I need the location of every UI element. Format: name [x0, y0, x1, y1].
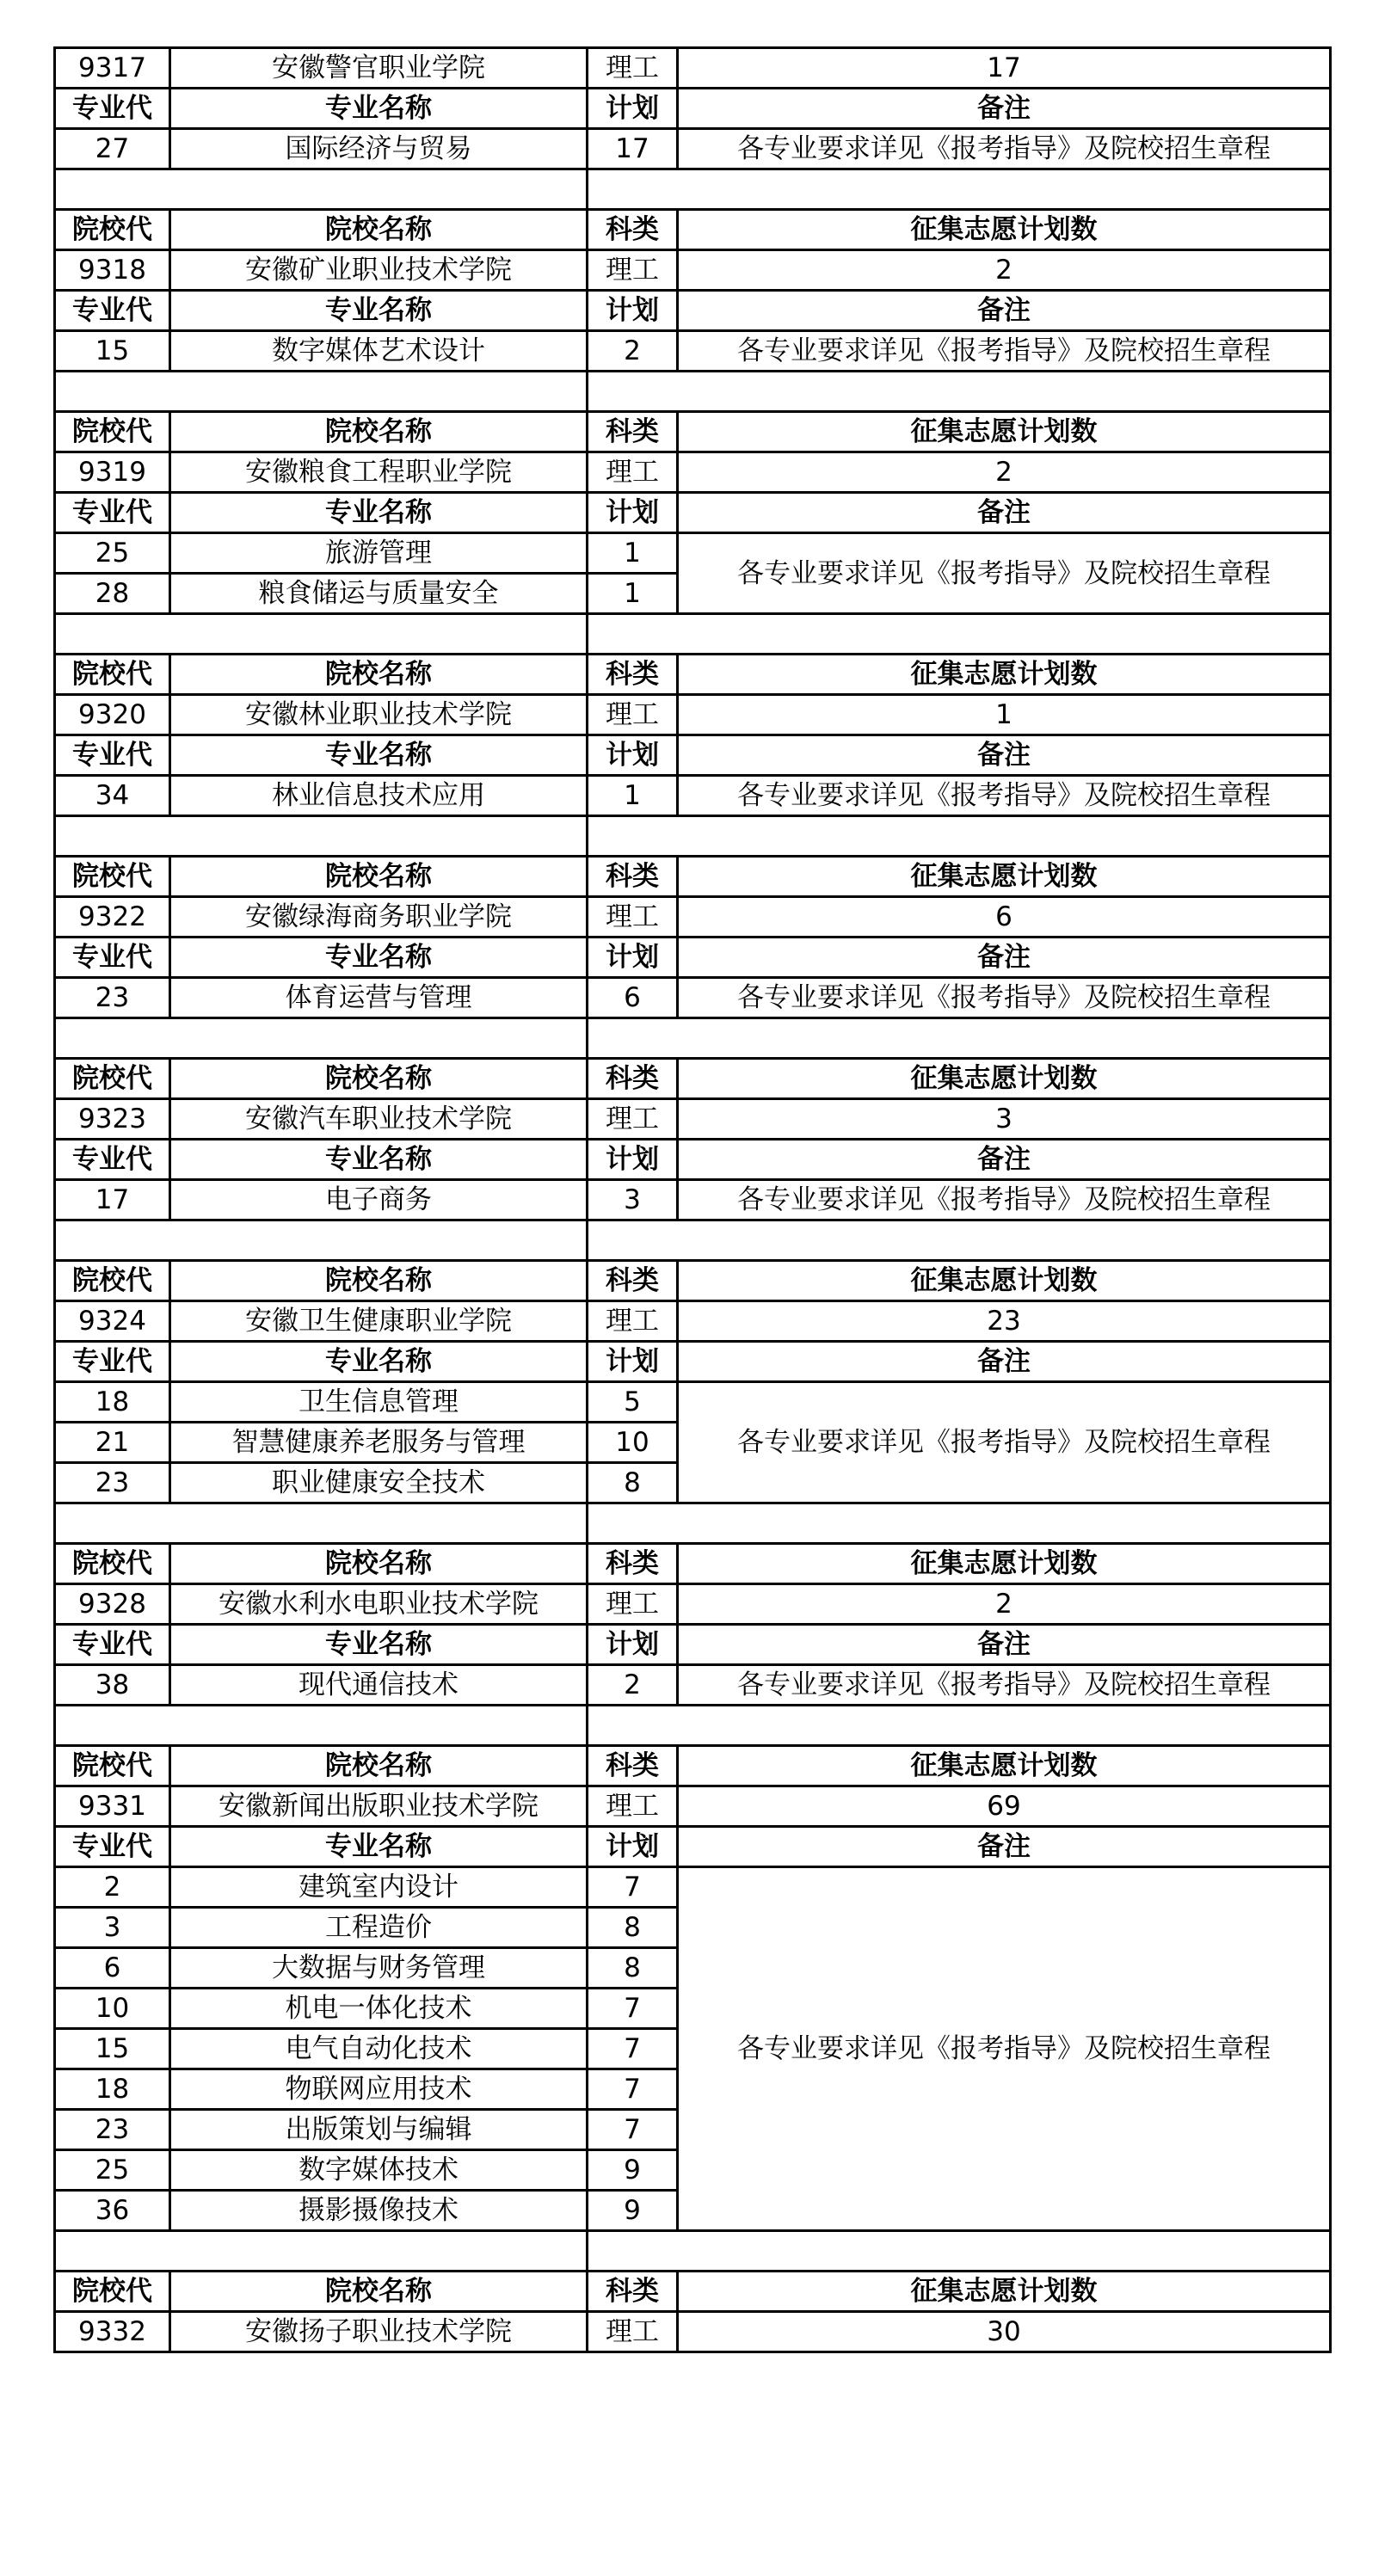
spacer-cell-left: [55, 169, 588, 210]
spacer-cell-right: [588, 169, 1331, 210]
school-row: [55, 1786, 1331, 1827]
major-note: 各专业要求详见《报考指导》及院校招生章程: [678, 331, 1331, 372]
school-row: [55, 250, 1331, 291]
spacer-cell-right: [588, 1503, 1331, 1544]
major-name: 建筑室内设计: [170, 1867, 588, 1908]
school-code: 9324: [55, 1301, 170, 1342]
note-header: 备注: [678, 1140, 1331, 1180]
school-row: [55, 452, 1331, 493]
note-header: 备注: [678, 89, 1331, 129]
subject-header: 科类: [588, 1746, 678, 1786]
spacer-cell-left: [55, 372, 588, 412]
school-code: 9317: [55, 48, 170, 89]
school-name: 安徽矿业职业技术学院: [170, 250, 588, 291]
major-note: 各专业要求详见《报考指导》及院校招生章程: [678, 978, 1331, 1018]
major-plan: 9: [588, 2191, 678, 2231]
major-name: 职业健康安全技术: [170, 1463, 588, 1503]
school-code-header: 院校代: [55, 412, 170, 452]
major-name: 智慧健康养老服务与管理: [170, 1423, 588, 1463]
quota-header: 征集志愿计划数: [678, 1059, 1331, 1099]
major-name: 大数据与财务管理: [170, 1948, 588, 1989]
major-name: 粮食储运与质量安全: [170, 574, 588, 614]
school-quota: 2: [678, 250, 1331, 291]
school-name: 安徽汽车职业技术学院: [170, 1099, 588, 1140]
major-plan: 8: [588, 1463, 678, 1503]
school-subject: 理工: [588, 695, 678, 735]
school-quota: 17: [678, 48, 1331, 89]
school-row: [55, 897, 1331, 938]
school-code: 9323: [55, 1099, 170, 1140]
spacer-row: [55, 614, 1331, 655]
quota-header: 征集志愿计划数: [678, 1544, 1331, 1584]
school-name-header: 院校名称: [170, 1059, 588, 1099]
major-name: 林业信息技术应用: [170, 776, 588, 816]
school-subject: 理工: [588, 1786, 678, 1827]
plan-header: 计划: [588, 89, 678, 129]
quota-header: 征集志愿计划数: [678, 412, 1331, 452]
school-code: 9328: [55, 1584, 170, 1625]
major-code: 25: [55, 2150, 170, 2191]
major-row: [55, 1665, 1331, 1706]
note-header: 备注: [678, 735, 1331, 776]
major-code: 28: [55, 574, 170, 614]
school-code-header: 院校代: [55, 210, 170, 250]
school-header-row: [55, 2272, 1331, 2312]
major-header-row: [55, 493, 1331, 533]
note-header: 备注: [678, 938, 1331, 978]
major-row: [55, 1180, 1331, 1220]
school-name-header: 院校名称: [170, 1544, 588, 1584]
school-subject: 理工: [588, 48, 678, 89]
school-quota: 69: [678, 1786, 1331, 1827]
school-header-row: [55, 1544, 1331, 1584]
admission-plan-sheet: [53, 46, 1329, 2353]
major-code-header: 专业代: [55, 291, 170, 331]
plan-header: 计划: [588, 735, 678, 776]
major-row: [55, 129, 1331, 169]
school-code-header: 院校代: [55, 1544, 170, 1584]
school-name-header: 院校名称: [170, 210, 588, 250]
major-plan: 1: [588, 574, 678, 614]
subject-header: 科类: [588, 655, 678, 695]
school-name: 安徽扬子职业技术学院: [170, 2312, 588, 2352]
major-name: 卫生信息管理: [170, 1382, 588, 1423]
school-name: 安徽绿海商务职业学院: [170, 897, 588, 938]
subject-header: 科类: [588, 210, 678, 250]
school-name: 安徽卫生健康职业学院: [170, 1301, 588, 1342]
school-header-row: [55, 857, 1331, 897]
school-code-header: 院校代: [55, 1059, 170, 1099]
school-header-row: [55, 412, 1331, 452]
major-name: 国际经济与贸易: [170, 129, 588, 169]
spacer-cell-right: [588, 1706, 1331, 1746]
spacer-row: [55, 1706, 1331, 1746]
quota-header: 征集志愿计划数: [678, 2272, 1331, 2312]
major-header-row: [55, 938, 1331, 978]
major-name-header: 专业名称: [170, 1342, 588, 1382]
subject-header: 科类: [588, 412, 678, 452]
school-name: 安徽林业职业技术学院: [170, 695, 588, 735]
major-name-header: 专业名称: [170, 291, 588, 331]
school-name-header: 院校名称: [170, 655, 588, 695]
major-plan: 2: [588, 1665, 678, 1706]
plan-header: 计划: [588, 291, 678, 331]
school-row: [55, 695, 1331, 735]
spacer-cell-left: [55, 2231, 588, 2272]
major-note: 各专业要求详见《报考指导》及院校招生章程: [678, 1180, 1331, 1220]
major-code: 15: [55, 331, 170, 372]
major-header-row: [55, 1342, 1331, 1382]
quota-header: 征集志愿计划数: [678, 1746, 1331, 1786]
school-name-header: 院校名称: [170, 2272, 588, 2312]
major-name: 电子商务: [170, 1180, 588, 1220]
note-header: 备注: [678, 291, 1331, 331]
major-code-header: 专业代: [55, 1625, 170, 1665]
note-header: 备注: [678, 493, 1331, 533]
major-code-header: 专业代: [55, 89, 170, 129]
school-name-header: 院校名称: [170, 1746, 588, 1786]
major-name: 电气自动化技术: [170, 2029, 588, 2069]
school-name-header: 院校名称: [170, 1261, 588, 1301]
major-header-row: [55, 89, 1331, 129]
major-plan: 6: [588, 978, 678, 1018]
major-plan: 10: [588, 1423, 678, 1463]
school-name: 安徽新闻出版职业技术学院: [170, 1786, 588, 1827]
major-code: 10: [55, 1989, 170, 2029]
school-subject: 理工: [588, 1301, 678, 1342]
major-plan: 17: [588, 129, 678, 169]
major-plan: 7: [588, 2029, 678, 2069]
major-code-header: 专业代: [55, 493, 170, 533]
major-row: [55, 533, 1331, 574]
spacer-cell-right: [588, 1018, 1331, 1059]
plan-header: 计划: [588, 1342, 678, 1382]
major-code-header: 专业代: [55, 938, 170, 978]
note-header: 备注: [678, 1827, 1331, 1867]
school-code: 9318: [55, 250, 170, 291]
school-code: 9331: [55, 1786, 170, 1827]
school-code-header: 院校代: [55, 2272, 170, 2312]
school-quota: 1: [678, 695, 1331, 735]
major-header-row: [55, 1625, 1331, 1665]
subject-header: 科类: [588, 857, 678, 897]
school-row: [55, 1584, 1331, 1625]
major-name: 出版策划与编辑: [170, 2110, 588, 2150]
major-code: 3: [55, 1908, 170, 1948]
school-subject: 理工: [588, 250, 678, 291]
school-code-header: 院校代: [55, 655, 170, 695]
major-plan: 7: [588, 2069, 678, 2110]
major-code-header: 专业代: [55, 1827, 170, 1867]
major-plan: 5: [588, 1382, 678, 1423]
major-code: 25: [55, 533, 170, 574]
spacer-row: [55, 1220, 1331, 1261]
major-row: [55, 1867, 1331, 1908]
major-name: 现代通信技术: [170, 1665, 588, 1706]
major-plan: 1: [588, 533, 678, 574]
spacer-row: [55, 1018, 1331, 1059]
major-note: 各专业要求详见《报考指导》及院校招生章程: [678, 533, 1331, 614]
school-subject: 理工: [588, 452, 678, 493]
major-note: 各专业要求详见《报考指导》及院校招生章程: [678, 129, 1331, 169]
major-name: 工程造价: [170, 1908, 588, 1948]
school-quota: 3: [678, 1099, 1331, 1140]
school-name: 安徽警官职业学院: [170, 48, 588, 89]
note-header: 备注: [678, 1342, 1331, 1382]
major-name-header: 专业名称: [170, 89, 588, 129]
admission-plan-table: [53, 46, 1332, 2353]
plan-header: 计划: [588, 938, 678, 978]
school-code: 9322: [55, 897, 170, 938]
major-plan: 7: [588, 1867, 678, 1908]
school-quota: 30: [678, 2312, 1331, 2352]
major-code: 21: [55, 1423, 170, 1463]
school-header-row: [55, 655, 1331, 695]
school-name: 安徽粮食工程职业学院: [170, 452, 588, 493]
major-code: 18: [55, 1382, 170, 1423]
major-name-header: 专业名称: [170, 493, 588, 533]
major-name: 体育运营与管理: [170, 978, 588, 1018]
spacer-row: [55, 2231, 1331, 2272]
plan-header: 计划: [588, 493, 678, 533]
school-row: [55, 2312, 1331, 2352]
major-name: 数字媒体艺术设计: [170, 331, 588, 372]
major-code-header: 专业代: [55, 1140, 170, 1180]
spacer-row: [55, 1503, 1331, 1544]
major-name-header: 专业名称: [170, 735, 588, 776]
school-subject: 理工: [588, 2312, 678, 2352]
major-row: [55, 776, 1331, 816]
spacer-cell-left: [55, 614, 588, 655]
major-header-row: [55, 735, 1331, 776]
spacer-cell-right: [588, 2231, 1331, 2272]
school-header-row: [55, 210, 1331, 250]
major-header-row: [55, 1827, 1331, 1867]
subject-header: 科类: [588, 2272, 678, 2312]
major-plan: 7: [588, 2110, 678, 2150]
major-plan: 7: [588, 1989, 678, 2029]
major-code: 2: [55, 1867, 170, 1908]
major-code: 18: [55, 2069, 170, 2110]
school-subject: 理工: [588, 897, 678, 938]
major-header-row: [55, 1140, 1331, 1180]
spacer-cell-left: [55, 1018, 588, 1059]
major-note: 各专业要求详见《报考指导》及院校招生章程: [678, 1867, 1331, 2231]
school-quota: 2: [678, 1584, 1331, 1625]
major-name-header: 专业名称: [170, 1140, 588, 1180]
spacer-row: [55, 372, 1331, 412]
major-plan: 1: [588, 776, 678, 816]
major-code: 27: [55, 129, 170, 169]
quota-header: 征集志愿计划数: [678, 857, 1331, 897]
major-name-header: 专业名称: [170, 938, 588, 978]
school-code-header: 院校代: [55, 857, 170, 897]
major-plan: 2: [588, 331, 678, 372]
major-name-header: 专业名称: [170, 1827, 588, 1867]
major-code: 15: [55, 2029, 170, 2069]
quota-header: 征集志愿计划数: [678, 210, 1331, 250]
school-row: [55, 48, 1331, 89]
spacer-row: [55, 816, 1331, 857]
major-code: 23: [55, 978, 170, 1018]
major-plan: 9: [588, 2150, 678, 2191]
major-name: 机电一体化技术: [170, 1989, 588, 2029]
plan-header: 计划: [588, 1625, 678, 1665]
school-name: 安徽水利水电职业技术学院: [170, 1584, 588, 1625]
school-code-header: 院校代: [55, 1746, 170, 1786]
spacer-cell-left: [55, 1503, 588, 1544]
major-code: 17: [55, 1180, 170, 1220]
major-note: 各专业要求详见《报考指导》及院校招生章程: [678, 1382, 1331, 1503]
school-header-row: [55, 1261, 1331, 1301]
school-row: [55, 1301, 1331, 1342]
subject-header: 科类: [588, 1261, 678, 1301]
plan-header: 计划: [588, 1827, 678, 1867]
school-code: 9319: [55, 452, 170, 493]
major-row: [55, 1382, 1331, 1423]
major-code: 23: [55, 2110, 170, 2150]
major-code-header: 专业代: [55, 735, 170, 776]
school-header-row: [55, 1746, 1331, 1786]
major-plan: 8: [588, 1948, 678, 1989]
spacer-cell-left: [55, 1220, 588, 1261]
school-code-header: 院校代: [55, 1261, 170, 1301]
school-name-header: 院校名称: [170, 412, 588, 452]
major-code: 23: [55, 1463, 170, 1503]
school-code: 9332: [55, 2312, 170, 2352]
school-quota: 23: [678, 1301, 1331, 1342]
major-name-header: 专业名称: [170, 1625, 588, 1665]
major-note: 各专业要求详见《报考指导》及院校招生章程: [678, 776, 1331, 816]
spacer-cell-left: [55, 816, 588, 857]
school-subject: 理工: [588, 1099, 678, 1140]
school-header-row: [55, 1059, 1331, 1099]
major-name: 数字媒体技术: [170, 2150, 588, 2191]
school-quota: 6: [678, 897, 1331, 938]
spacer-row: [55, 169, 1331, 210]
major-name: 旅游管理: [170, 533, 588, 574]
school-quota: 2: [678, 452, 1331, 493]
school-name-header: 院校名称: [170, 857, 588, 897]
quota-header: 征集志愿计划数: [678, 655, 1331, 695]
major-code: 38: [55, 1665, 170, 1706]
major-name: 摄影摄像技术: [170, 2191, 588, 2231]
subject-header: 科类: [588, 1544, 678, 1584]
quota-header: 征集志愿计划数: [678, 1261, 1331, 1301]
note-header: 备注: [678, 1625, 1331, 1665]
major-code: 36: [55, 2191, 170, 2231]
major-row: [55, 331, 1331, 372]
major-row: [55, 978, 1331, 1018]
spacer-cell-right: [588, 1220, 1331, 1261]
major-code: 6: [55, 1948, 170, 1989]
major-code-header: 专业代: [55, 1342, 170, 1382]
spacer-cell-left: [55, 1706, 588, 1746]
subject-header: 科类: [588, 1059, 678, 1099]
plan-header: 计划: [588, 1140, 678, 1180]
major-plan: 8: [588, 1908, 678, 1948]
school-row: [55, 1099, 1331, 1140]
major-plan: 3: [588, 1180, 678, 1220]
major-code: 34: [55, 776, 170, 816]
school-code: 9320: [55, 695, 170, 735]
school-subject: 理工: [588, 1584, 678, 1625]
major-header-row: [55, 291, 1331, 331]
major-name: 物联网应用技术: [170, 2069, 588, 2110]
spacer-cell-right: [588, 372, 1331, 412]
spacer-cell-right: [588, 614, 1331, 655]
major-note: 各专业要求详见《报考指导》及院校招生章程: [678, 1665, 1331, 1706]
spacer-cell-right: [588, 816, 1331, 857]
